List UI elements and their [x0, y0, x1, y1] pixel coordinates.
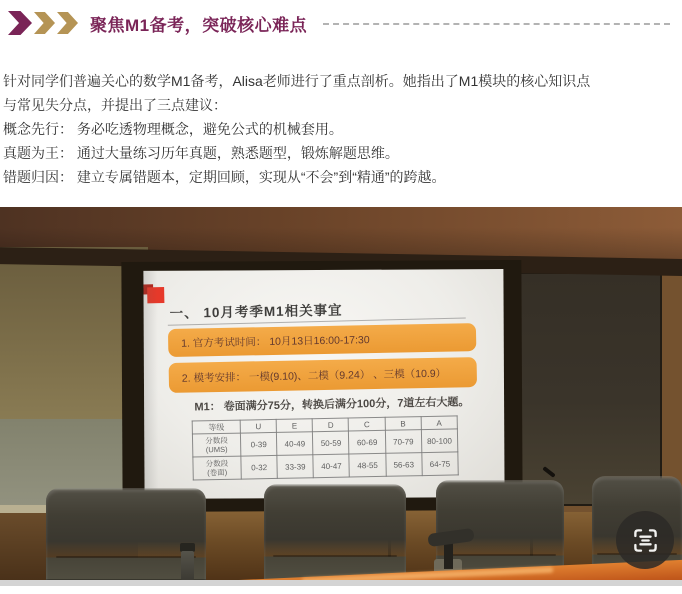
row-label [193, 456, 241, 480]
chevron-right-icon [34, 12, 55, 34]
slide-logo-icon [147, 287, 164, 303]
row-label [192, 433, 240, 457]
header-cell: E [276, 419, 312, 433]
tip-line: 错题归因： 建立专属错题本，定期回顾，实现从“不会”到“精通”的跨越。 [3, 169, 446, 185]
article-body [0, 69, 682, 189]
intro-line: 针对同学们普遍关心的数学M1备考，Alisa老师进行了重点剖析。她指出了M1模块的核心知识点 [3, 73, 591, 89]
grade-table [192, 415, 459, 480]
table-row [193, 452, 458, 480]
slide-banner-mock-schedule: 2. 模考安排： 一模(9.10)、二模（9.24） 、三模（10.9） [169, 357, 478, 393]
row-label-text: 分数段 [205, 458, 229, 469]
header-cell: C [349, 417, 385, 431]
screen-bezel [121, 260, 522, 512]
dashed-divider [323, 23, 670, 25]
header-cell: 等级 [192, 420, 240, 434]
table-cell: 33-39 [277, 455, 314, 479]
table-cell: 50-59 [313, 431, 350, 455]
header-cell: B [385, 417, 421, 431]
slide-subtitle: M1： 卷面满分75分，转换后满分100分，7道左右大题。 [194, 396, 470, 414]
row-label-text: (UMS) [205, 444, 228, 455]
microphone-stem [444, 543, 453, 569]
scan-text-button[interactable] [616, 511, 674, 569]
section-title: 聚焦M1备考，突破核心难点 [90, 15, 308, 35]
header-cell: A [421, 416, 457, 430]
table-cell: 0-39 [240, 432, 277, 456]
right-wall-frame [502, 262, 682, 512]
section-header-bullets [8, 11, 78, 35]
header-cell: U [240, 419, 276, 433]
chevron-right-icon [57, 12, 78, 34]
table-cell: 40-47 [313, 454, 350, 478]
slide-title: 一、 10月考季M1相关事宜 [169, 302, 343, 321]
tip-line: 真题为王： 通过大量练习历年真题，熟悉题型，锻炼解题思维。 [3, 145, 399, 161]
tip-line: 概念先行： 务必吃透物理概念，避免公式的机械套用。 [3, 121, 343, 137]
bottle [181, 551, 194, 580]
door-handle [542, 466, 555, 478]
intro-line: 与常见失分点，并提出了三点建议： [3, 97, 227, 113]
table-cell: 64-75 [422, 452, 459, 476]
slide-logo-icon [143, 284, 153, 294]
header-cell: D [312, 418, 348, 432]
section-header [8, 10, 674, 36]
slide [143, 269, 504, 499]
row-label-text: (卷面) [207, 467, 228, 478]
table-cell: 56-63 [385, 453, 422, 477]
row-label-text: 分数段 [205, 435, 228, 446]
projection-screen [143, 269, 504, 499]
dark-door-panel [512, 272, 662, 506]
page-bottom-strip [0, 580, 682, 586]
table-cell: 40-49 [277, 432, 314, 456]
office-chair [264, 484, 406, 580]
slide-banner-exam-time: 1. 官方考试时间： 10月13日16:00-17:30 [168, 323, 476, 357]
classroom-photo[interactable] [0, 207, 682, 580]
table-cell: 80-100 [421, 429, 458, 453]
chevron-right-icon [8, 11, 32, 35]
table-cell: 0-32 [241, 455, 278, 479]
table-cell: 48-55 [349, 453, 386, 477]
scan-text-icon [632, 527, 659, 554]
table-cell: 70-79 [385, 430, 422, 454]
table-cell: 60-69 [349, 430, 386, 454]
